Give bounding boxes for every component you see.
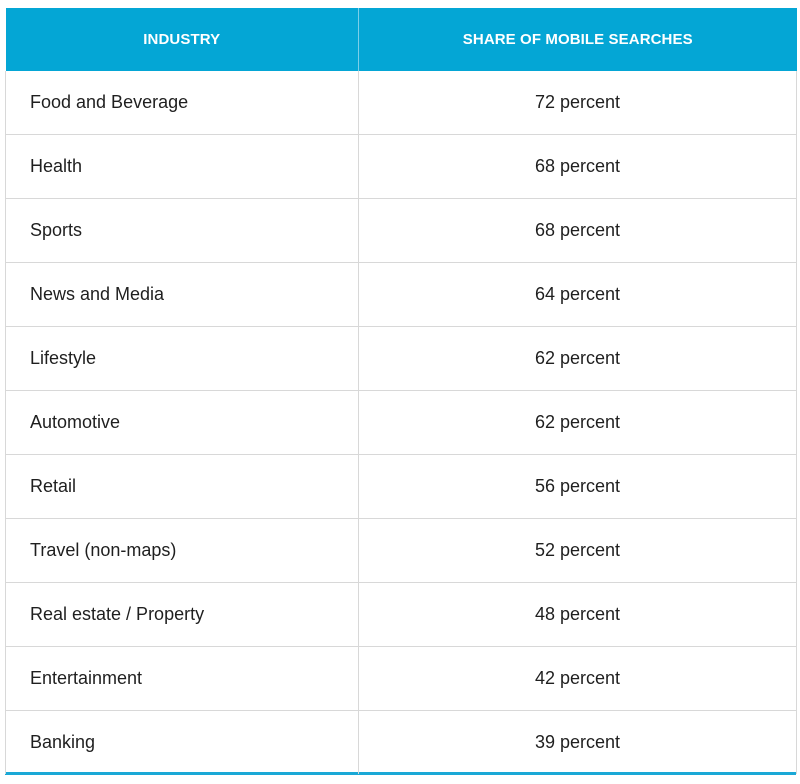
table-row — [6, 455, 797, 519]
table-row — [6, 71, 797, 135]
share-cell: 39 percent — [359, 711, 797, 775]
share-cell: 56 percent — [359, 455, 797, 519]
table-row — [6, 583, 797, 647]
share-cell: 68 percent — [359, 199, 797, 263]
table-row — [6, 647, 797, 711]
data-table — [5, 8, 797, 774]
industry-cell: Banking — [6, 711, 359, 775]
share-cell: 68 percent — [359, 135, 797, 199]
share-cell: 42 percent — [359, 647, 797, 711]
industry-cell: Health — [6, 135, 359, 199]
table-body — [6, 71, 797, 774]
share-cell: 62 percent — [359, 327, 797, 391]
table-header — [6, 8, 797, 71]
share-cell: 52 percent — [359, 519, 797, 583]
table-row — [6, 199, 797, 263]
industry-cell: Sports — [6, 199, 359, 263]
table-row — [6, 327, 797, 391]
table-row — [6, 391, 797, 455]
industry-cell: Food and Beverage — [6, 71, 359, 135]
header-row — [6, 8, 797, 71]
industry-cell: Automotive — [6, 391, 359, 455]
industry-cell: Lifestyle — [6, 327, 359, 391]
industry-cell: Entertainment — [6, 647, 359, 711]
share-cell: 62 percent — [359, 391, 797, 455]
table-row — [6, 135, 797, 199]
industry-cell: Real estate / Property — [6, 583, 359, 647]
industry-cell: News and Media — [6, 263, 359, 327]
table-row — [6, 519, 797, 583]
share-cell: 48 percent — [359, 583, 797, 647]
column-header-share: SHARE OF MOBILE SEARCHES — [359, 8, 797, 71]
table-row — [6, 263, 797, 327]
mobile-search-share-table — [5, 8, 796, 775]
share-cell: 72 percent — [359, 71, 797, 135]
industry-cell: Retail — [6, 455, 359, 519]
share-cell: 64 percent — [359, 263, 797, 327]
table-row — [6, 711, 797, 775]
industry-cell: Travel (non-maps) — [6, 519, 359, 583]
column-header-industry: INDUSTRY — [6, 8, 359, 71]
